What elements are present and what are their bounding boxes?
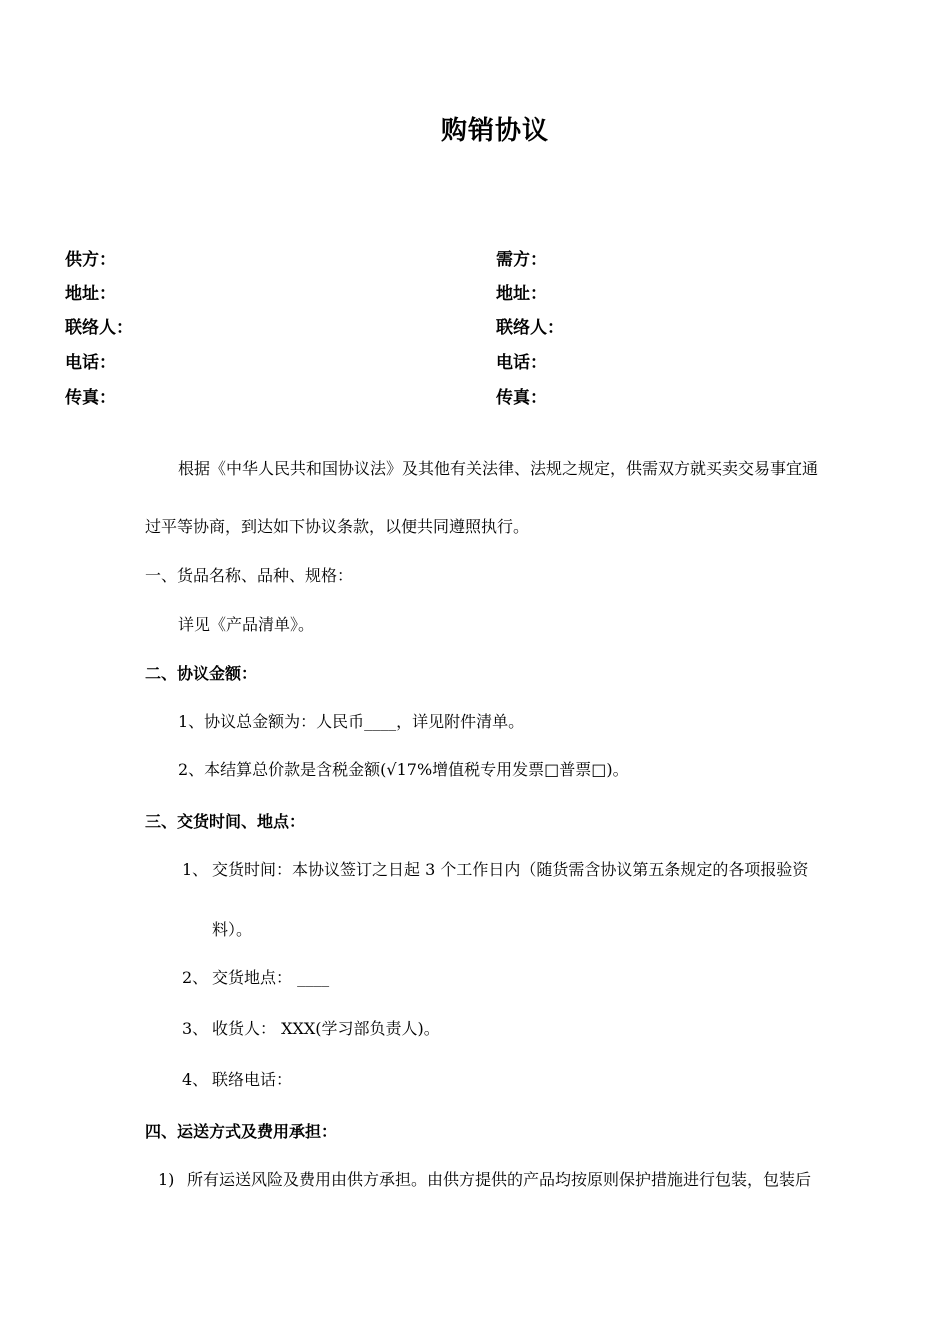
preamble-line-1: 根据《中华人民共和国协议法》及其他有关法律、法规之规定，供需双方就买卖交易事宜通 [178, 459, 819, 478]
supplier-fax-label: 传真： [65, 388, 116, 408]
section-3-item-3-text: 收货人： XXX(学习部负责人)。 [212, 1019, 440, 1038]
section-4-item-1-line-1: 所有运送风险及费用由供方承担。由供方提供的产品均按原则保护措施进行包装，包装后 [187, 1170, 812, 1189]
section-3-item-4-text: 联络电话： [212, 1070, 293, 1089]
buyer-fax-label: 传真： [496, 388, 547, 408]
page-title: 购销协议 [440, 116, 549, 146]
section-3-item-2-text: 交货地点： ____ [212, 968, 330, 987]
buyer-label: 需方： [496, 250, 547, 270]
supplier-address-label: 地址： [65, 284, 116, 304]
buyer-contact-label: 联络人： [496, 318, 564, 338]
supplier-contact-label: 联络人： [65, 318, 133, 338]
buyer-phone-label: 电话： [496, 353, 547, 373]
section-3-item-3-number: 3、 [182, 1019, 209, 1038]
section-3-item-1-line-2: 料）。 [212, 920, 253, 939]
supplier-phone-label: 电话： [65, 353, 116, 373]
section-3-item-2-number: 2、 [182, 968, 209, 987]
section-3-item-4-number: 4、 [182, 1070, 209, 1089]
section-4-heading: 四、运送方式及费用承担： [145, 1122, 338, 1141]
section-3-item-1-number: 1、 [182, 860, 209, 879]
buyer-address-label: 地址： [496, 284, 547, 304]
section-3-item-1-line-1: 交货时间：本协议签订之日起 3 个工作日内（随货需含协议第五条规定的各项报验资 [212, 860, 809, 879]
section-2-item-2: 2、本结算总价款是含税金额(√17%增值税专用发票□普票□)。 [178, 760, 629, 779]
preamble-line-2: 过平等协商，到达如下协议条款，以便共同遵照执行。 [145, 517, 530, 536]
section-1-detail: 详见《产品清单》。 [178, 615, 315, 634]
section-1-heading: 一、货品名称、品种、规格： [145, 566, 354, 585]
section-4-item-1-number: 1) [158, 1170, 175, 1189]
supplier-label: 供方： [65, 250, 116, 270]
section-2-heading: 二、协议金额： [145, 664, 258, 683]
section-3-heading: 三、交货时间、地点： [145, 812, 306, 831]
section-2-item-1: 1、协议总金额为：人民币____，详见附件清单。 [178, 712, 525, 731]
